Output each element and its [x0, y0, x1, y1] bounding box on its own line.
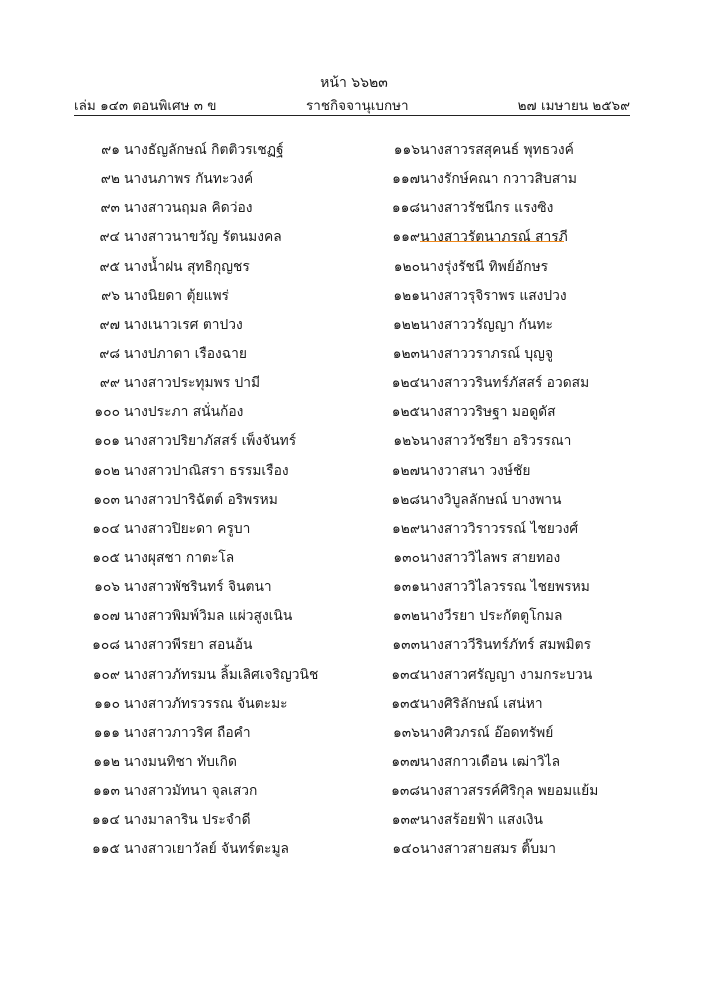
document-header	[74, 94, 630, 112]
item-number: ๑๒๙	[392, 520, 420, 537]
item-number: ๑๔๐	[392, 841, 420, 858]
person-name: นางสาววิไลพร สายทอง	[420, 549, 561, 566]
item-number: ๙๗	[99, 316, 120, 333]
item-number: ๑๓๗	[391, 753, 420, 770]
item-number: ๑๒๑	[393, 287, 420, 304]
list-item	[372, 780, 672, 809]
list-item	[372, 168, 672, 197]
person-name: นางธัญลักษณ์ กิตติวรเชฏฐ์	[124, 142, 284, 158]
person-name: นางสร้อยฟ้า แสงเงิน	[420, 812, 543, 829]
item-number: ๑๑๘	[391, 200, 420, 217]
list-item	[70, 197, 370, 226]
person-name: นางสาวสรรค์ศิริกุล พยอมแย้ม	[420, 783, 599, 800]
item-number: ๑๓๘	[391, 783, 420, 800]
list-item	[70, 401, 370, 430]
item-number: ๑๑๓	[93, 783, 120, 800]
item-number: ๑๑๐	[94, 695, 120, 712]
list-item	[372, 518, 672, 547]
person-name: นางวีรยา ประกัตตูโกมล	[420, 608, 563, 625]
person-name: นางสาวรัชนีกร แรงซิง	[420, 200, 554, 217]
person-name: นางน้ำฝน สุทธิกุญชร	[124, 258, 250, 275]
item-number: ๑๐๗	[92, 608, 120, 625]
highlight-underline	[420, 241, 564, 242]
person-name: นางสาวปาริฉัตต์ อริพรหม	[124, 491, 278, 508]
name-list-left	[70, 139, 370, 868]
item-number: ๑๐๒	[93, 462, 120, 479]
list-item	[70, 664, 370, 693]
person-name: นางสาวสายสมร ติ๊บมา	[420, 841, 556, 858]
item-number: ๙๕	[99, 258, 120, 275]
person-name: นางสาวนาขวัญ รัตนมงคล	[124, 229, 282, 246]
person-name: นางสาววริษฐา มอดูดัส	[420, 404, 556, 421]
list-item	[372, 285, 672, 314]
list-item	[372, 401, 672, 430]
list-item	[372, 314, 672, 343]
item-number: ๑๐๘	[92, 637, 120, 654]
list-item	[70, 430, 370, 459]
person-name: นางสาววีรินทร์ภัทร์ สมพมิตร	[420, 637, 591, 654]
list-item	[70, 634, 370, 663]
list-item	[372, 372, 672, 401]
person-name: นางสาวรัตนาภรณ์ สารภี	[420, 229, 568, 246]
list-item	[372, 547, 672, 576]
volume-info: เล่ม ๑๔๓ ตอนพิเศษ ๓ ข	[74, 98, 217, 114]
item-number: ๑๐๔	[92, 520, 120, 537]
list-item	[372, 751, 672, 780]
header-divider	[74, 115, 630, 116]
list-item	[372, 343, 672, 372]
person-name: นางสาววิราวรรณ์ ไชยวงศ์	[420, 520, 579, 537]
list-item	[70, 693, 370, 722]
list-item	[372, 576, 672, 605]
list-item	[70, 168, 370, 197]
person-name: นางนิยดา ตุ้ยแพร่	[124, 287, 229, 304]
publication-date: ๒๗ เมษายน ๒๕๖๙	[517, 98, 630, 114]
list-item	[372, 664, 672, 693]
person-name: นางสาวมัทนา จุลเสวก	[124, 783, 258, 800]
item-number: ๙๘	[99, 345, 120, 362]
list-item	[372, 693, 672, 722]
person-name: นางรักษ์คณา กวาวสิบสาม	[420, 171, 577, 188]
person-name: นางสาวภัทรวรรณ จันตะมะ	[124, 695, 288, 712]
list-item	[70, 460, 370, 489]
list-item	[70, 809, 370, 838]
list-item	[70, 139, 370, 168]
list-item	[70, 751, 370, 780]
list-item	[70, 605, 370, 634]
list-item	[70, 256, 370, 285]
person-name: นางสาวรุจิราพร แสงปวง	[420, 287, 567, 304]
person-name: นางสาวนฤมล คิดว่อง	[124, 200, 253, 217]
person-name: นางนภาพร กันทะวงค์	[124, 171, 254, 188]
person-name: นางสาววิไลวรรณ ไชยพรหม	[420, 579, 590, 596]
item-number: ๑๑๙	[392, 229, 420, 246]
item-number: ๑๒๐	[393, 258, 420, 275]
item-number: ๑๑๑	[93, 724, 120, 741]
person-name: นางปภาดา เรืองฉาย	[124, 345, 247, 362]
item-number: ๑๑๕	[92, 841, 120, 858]
list-item	[70, 576, 370, 605]
list-item	[372, 634, 672, 663]
item-number: ๑๓๑	[393, 579, 420, 596]
person-name: นางสาวปิยะดา ครูบา	[124, 520, 251, 537]
person-name: นางสาววัชรียา อริวรรณา	[420, 433, 572, 450]
person-name: นางสาวพิมพ์วิมล แผ่วสูงเนิน	[124, 608, 293, 625]
item-number: ๑๓๙	[391, 812, 420, 829]
item-number: ๑๓๔	[391, 666, 420, 683]
item-number: ๑๒๖	[393, 433, 420, 450]
item-number: ๑๓๕	[391, 695, 420, 712]
person-name: นางสาวปริยาภัสสร์ เพ็งจันทร์	[124, 433, 297, 450]
list-item	[372, 256, 672, 285]
item-number: ๑๒๗	[391, 462, 420, 479]
person-name: นางสาวพีรยา สอนอ้น	[124, 637, 253, 654]
list-item	[70, 722, 370, 751]
person-name: นางศิวภรณ์ อ๊อดทรัพย์	[420, 724, 554, 741]
list-item	[372, 197, 672, 226]
person-name: นางศิริลักษณ์ เสน่หา	[420, 695, 543, 712]
person-name: นางประภา สนั่นก้อง	[124, 404, 244, 421]
item-number: ๑๐๑	[94, 433, 120, 450]
item-number: ๑๐๐	[94, 404, 120, 421]
list-item	[70, 285, 370, 314]
person-name: นางสาวเยาวัลย์ จันทร์ตะมูล	[124, 841, 289, 858]
list-item	[70, 547, 370, 576]
list-item	[70, 372, 370, 401]
name-list-right	[372, 139, 672, 868]
list-item	[70, 226, 370, 255]
list-item	[70, 838, 370, 867]
item-number: ๑๐๙	[92, 666, 120, 683]
item-number: ๑๒๒	[393, 316, 420, 333]
person-name: นางสาวปาณิสรา ธรรมเรือง	[124, 462, 289, 479]
list-item	[70, 343, 370, 372]
item-number: ๑๓๓	[392, 637, 420, 654]
item-number: ๑๓๒	[392, 608, 420, 625]
person-name: นางสาวพัชรินทร์ จินตนา	[124, 579, 272, 596]
item-number: ๑๒๘	[391, 491, 420, 508]
item-number: ๙๙	[99, 375, 120, 392]
item-number: ๑๓๐	[393, 549, 420, 566]
list-item	[372, 489, 672, 518]
publication-title: ราชกิจจานุเบกษา	[306, 98, 409, 114]
item-number: ๑๑๗	[392, 171, 420, 188]
person-name: นางมนทิชา ทับเกิด	[124, 753, 237, 770]
person-name: นางมาลาริน ประจำดี	[124, 812, 251, 829]
person-name: นางสาวประทุมพร ปามี	[124, 375, 261, 392]
person-name: นางสาววราภรณ์ บุญจู	[420, 345, 554, 362]
person-name: นางสาวรสสุคนธ์ พุทธวงค์	[420, 142, 574, 158]
person-name: นางสาววรินทร์ภัสสร์ อวดสม	[420, 375, 590, 392]
item-number: ๙๖	[101, 287, 120, 304]
list-item	[70, 780, 370, 809]
list-item	[70, 314, 370, 343]
list-item	[372, 605, 672, 634]
list-item	[372, 809, 672, 838]
person-name: นางผุสชา กาตะโล	[124, 549, 235, 566]
person-name: นางวิบูลลักษณ์ บางพาน	[420, 491, 562, 508]
list-item	[372, 838, 672, 867]
item-number: ๙๓	[100, 200, 120, 217]
item-number: ๑๒๓	[392, 345, 420, 362]
item-number: ๑๑๔	[92, 812, 120, 829]
person-name: นางเนาวเรศ ตาปวง	[124, 316, 243, 333]
person-name: นางสกาวเดือน เฒ่าวิไล	[420, 753, 561, 770]
item-number: ๑๓๖	[393, 724, 420, 741]
person-name: นางสาวภาวริศ ถือคำ	[124, 724, 251, 741]
list-item	[372, 460, 672, 489]
item-number: ๑๑๒	[93, 753, 120, 770]
person-name: นางสาวภัทรมน ลิ้มเลิศเจริญวนิช	[124, 666, 319, 683]
person-name: นางรุ่งรัชนี ทิพย์อักษร	[420, 258, 549, 275]
person-name: นางวาสนา วงษ์ชัย	[420, 462, 531, 479]
list-item	[70, 489, 370, 518]
item-number: ๑๒๔	[391, 375, 420, 392]
list-item	[372, 722, 672, 751]
list-item	[372, 139, 672, 168]
list-item	[70, 518, 370, 547]
item-number: ๑๐๖	[94, 579, 120, 596]
item-number: ๑๑๖	[393, 142, 420, 158]
item-number: ๙๒	[100, 171, 120, 188]
person-name: นางสาววรัญญา กันทะ	[420, 316, 553, 333]
person-name: นางสาวศรัญญา งามกระบวน	[420, 666, 593, 683]
page-number: หน้า ๖๖๒๓	[320, 75, 388, 91]
item-number: ๙๑	[101, 142, 120, 158]
item-number: ๑๐๓	[93, 491, 120, 508]
item-number: ๑๒๕	[391, 404, 420, 421]
list-item	[372, 430, 672, 459]
item-number: ๑๐๕	[92, 549, 120, 566]
item-number: ๙๔	[99, 229, 120, 246]
